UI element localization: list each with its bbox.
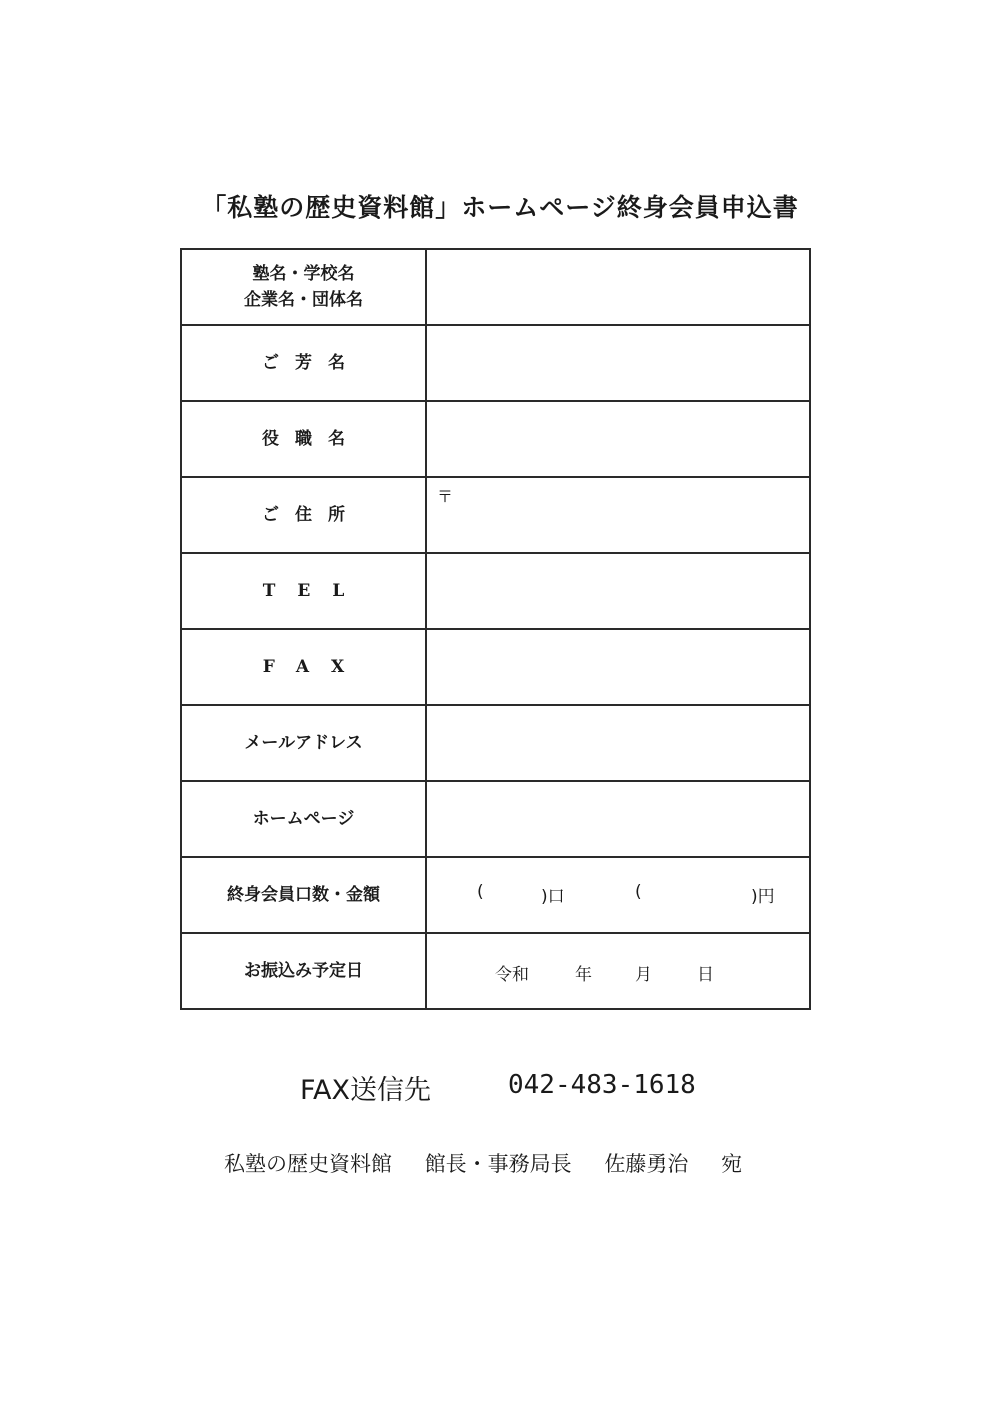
form-row-position bbox=[181, 401, 810, 477]
date-era: 令和 bbox=[495, 965, 529, 985]
form-row-name bbox=[181, 325, 810, 401]
field-label-address bbox=[181, 477, 426, 553]
fax-field[interactable] bbox=[426, 629, 810, 705]
field-label-tel-text: TEL bbox=[262, 581, 367, 601]
field-label-fax bbox=[181, 629, 426, 705]
form-title: 「私塾の歴史資料館」ホームページ終身会員申込書 bbox=[201, 193, 799, 222]
transfer-date-cell bbox=[426, 933, 810, 1009]
addressee-line bbox=[224, 1148, 742, 1178]
field-label-membership-units bbox=[181, 857, 426, 933]
form-row-membership-units bbox=[181, 857, 810, 933]
position-field[interactable] bbox=[426, 401, 810, 477]
field-label-name-text: ご芳名 bbox=[262, 353, 361, 373]
field-label-organization bbox=[181, 249, 426, 325]
fax-destination-number: 042-483-1618 bbox=[508, 1070, 696, 1100]
field-label-homepage-text: ホームページ bbox=[252, 809, 355, 829]
amount-close-label: )円 bbox=[751, 887, 775, 907]
field-label-organization-line-1: 塾名・学校名 bbox=[252, 264, 355, 284]
name-field[interactable] bbox=[426, 325, 810, 401]
date-month-label: 月 bbox=[635, 965, 652, 985]
organization-field[interactable] bbox=[426, 249, 810, 325]
fax-destination-label: FAX送信先 bbox=[300, 1075, 432, 1106]
year-input[interactable] bbox=[537, 950, 571, 986]
units-input[interactable] bbox=[489, 874, 541, 910]
application-form-table bbox=[180, 248, 811, 1010]
units-close-label: )口 bbox=[541, 887, 565, 907]
form-row-organization bbox=[181, 249, 810, 325]
form-row-email bbox=[181, 705, 810, 781]
field-label-tel bbox=[181, 553, 426, 629]
field-label-email-text: メールアドレス bbox=[244, 733, 363, 753]
amount-open-paren: ( bbox=[635, 882, 642, 902]
field-label-transfer-date-text: お振込み予定日 bbox=[244, 961, 363, 981]
field-label-organization-line-2: 企業名・団体名 bbox=[244, 290, 363, 310]
homepage-field[interactable] bbox=[426, 781, 810, 857]
addressee-suffix: 宛 bbox=[721, 1152, 743, 1176]
field-label-fax-text: FAX bbox=[262, 657, 367, 677]
field-label-address-text: ご住所 bbox=[262, 505, 361, 525]
form-row-fax bbox=[181, 629, 810, 705]
form-row-transfer-date bbox=[181, 933, 810, 1009]
transfer-date-inputs bbox=[427, 934, 809, 1008]
field-label-transfer-date bbox=[181, 933, 426, 1009]
field-label-position-text: 役職名 bbox=[262, 429, 361, 449]
field-label-membership-units-text: 終身会員口数・金額 bbox=[227, 885, 380, 905]
day-input[interactable] bbox=[659, 950, 695, 986]
field-label-position bbox=[181, 401, 426, 477]
tel-field[interactable] bbox=[426, 553, 810, 629]
date-year-label: 年 bbox=[575, 965, 592, 985]
form-row-homepage bbox=[181, 781, 810, 857]
form-row-tel bbox=[181, 553, 810, 629]
postal-mark: 〒 bbox=[437, 487, 454, 506]
address-field[interactable] bbox=[426, 477, 810, 553]
field-label-email bbox=[181, 705, 426, 781]
units-open-paren: ( bbox=[477, 882, 484, 902]
membership-units-cell bbox=[426, 857, 810, 933]
addressee-role: 館長・事務局長 bbox=[424, 1152, 572, 1176]
amount-input[interactable] bbox=[647, 874, 747, 910]
addressee-organization: 私塾の歴史資料館 bbox=[224, 1152, 392, 1176]
date-day-label: 日 bbox=[697, 965, 714, 985]
email-field[interactable] bbox=[426, 705, 810, 781]
field-label-name bbox=[181, 325, 426, 401]
field-label-homepage bbox=[181, 781, 426, 857]
month-input[interactable] bbox=[597, 950, 631, 986]
form-row-address bbox=[181, 477, 810, 553]
addressee-name: 佐藤勇治 bbox=[604, 1152, 689, 1176]
fax-destination bbox=[300, 1068, 696, 1107]
membership-units-inputs bbox=[427, 858, 809, 932]
